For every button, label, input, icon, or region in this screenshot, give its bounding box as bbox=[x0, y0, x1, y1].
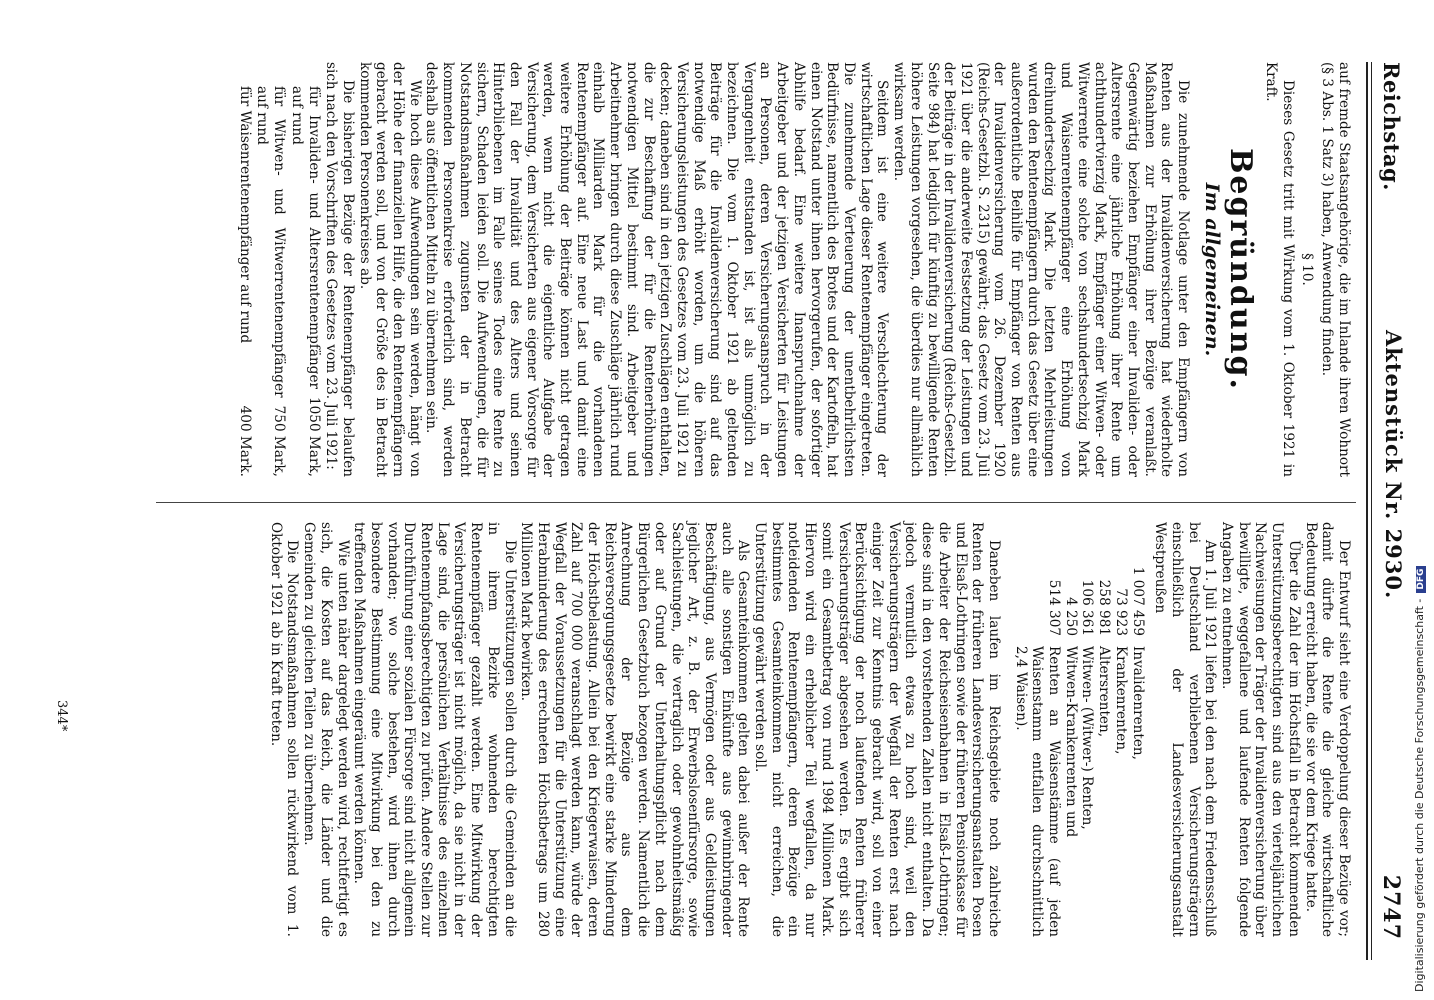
section-label: § 10. bbox=[1298, 253, 1315, 286]
stat-number: 73 923 bbox=[1112, 588, 1129, 636]
rate-row bbox=[236, 62, 253, 477]
stat-label: Witwen- (Witwer-) Renten, bbox=[1079, 646, 1096, 830]
stat-label: Altersrenten, bbox=[1096, 646, 1113, 738]
right-column bbox=[267, 522, 1352, 937]
stat-number: 514 307 bbox=[1046, 579, 1063, 636]
column-divider bbox=[156, 502, 1356, 503]
rate-amount: 750 Mark, bbox=[271, 405, 288, 477]
paragraph: Die bisherigen Bezüge der Rentenempfänger belaufen sich nach den Vorschriften des Gesetzes vom 23. Juli 1921: bbox=[323, 62, 356, 477]
dfg-logo: DFG bbox=[1416, 566, 1426, 593]
rate-label: für Witwen- und Witwerrentenempfänger auf rund bbox=[254, 86, 288, 398]
header-left: Reichstag. bbox=[1379, 62, 1404, 191]
statistics-list bbox=[1012, 550, 1146, 937]
section-text: Dieses Gesetz tritt mit Wirkung vom 1. Oktober 1921 in Kraft. bbox=[1263, 62, 1296, 477]
paragraph: Wie hoch diese Aufwendungen sein werden, hängt von der Höhe der finanziellen Hilfe, die den Rentenempfängern gebracht werden soll, und von der Größe des in Betracht kommenden Personenkreises ab. bbox=[356, 62, 423, 477]
stat-row bbox=[1012, 550, 1062, 937]
document-subtitle: Im allgemeinen. bbox=[1200, 182, 1223, 357]
stat-label: Renten an Waisenstämme (auf jeden Waisenstamm entfallen durchschnittlich 2,4 Waisen). bbox=[1012, 646, 1063, 937]
rate-label: für Waisenrentenempfänger auf rund bbox=[236, 86, 253, 344]
stat-number: 1 007 459 bbox=[1129, 566, 1146, 636]
stat-row bbox=[1079, 550, 1096, 937]
paragraph: Seitdem ist eine weitere Verschlechterung der wirtschaftlichen Lage dieser Rentenempfänger eingetreten. Die zunehmende Verteuerung der unentbehrlichsten Bedürfnisse, namentlich des Brotes und der Kartoffeln, hat einen Notstand unter ihnen hervorgerufen, der sofortiger Abhilfe bedarf. Eine weitere Inanspruchnahme der Arbeitgeber und der jetzigen Versicherten für Leistungen an Personen, deren Versicherungsanspruch in der Vergangenheit entstanden ist, ist als unmöglich zu bezeichnen. Die vom 1. Oktober 1921 ab geltenden Beiträge für die Invalidenversicherung sind auf das notwendige Maß erhöht worden, um die höheren Versicherungsleistungen des Gesetzes vom 23. Juli 1921 zu decken; daneben sind in den jetzigen Zuschlägen enthalten, die zur Beschaffung der für die Rentenerhöhungen notwendigen Mittel bestimmt sind. Arbeitgeber und Arbeitnehmer bringen durch diese Zuschläge jährlich rund einhalb Milliarden Mark für die vorhandenen Rentenempfänger auf. Eine neue Last und damit eine weitere Erhöhung der Beiträge können nicht getragen werden, wenn nicht die eigentliche Aufgabe der Versicherung, dem Versicherten aus eigener Vorsorge für den Fall der Invalidität und des Alters und seinen Hinterbliebenen im Falle seines Todes eine Rente zu sichern, Schaden leiden soll. Die Aufwendungen, die für Notstandsmaßnahmen zugunsten der in Betracht kommenden Personenkreise erforderlich sind, werden deshalb aus öffentlichen Mitteln zu übernehmen sein. bbox=[423, 62, 891, 478]
stat-number: 4 250 bbox=[1062, 597, 1079, 636]
page-number: 2747 bbox=[1378, 874, 1404, 940]
dfg-credit-label: Digitalisierung gefördert durch die Deutsche Forschungsgemeinschaft - bbox=[1413, 598, 1426, 992]
rate-row bbox=[288, 62, 321, 477]
paragraph: Am 1. Juli 1921 liefen bei den nach dem Friedensschluß bei Deutschland verbliebenen Versicherungsträgern einschließlich der Landesversicherungsanstalt Westpreußen bbox=[1152, 522, 1219, 937]
header-rule-double bbox=[1366, 62, 1368, 960]
paragraph: Wie unten näher dargelegt werden wird, rechtfertigt es sich, die Kosten auf das Reich, die Länder und die Gemeinden zu gleichen Teilen zu übernehmen. bbox=[301, 522, 351, 937]
paragraph: Über die Zahl der im Höchstfall in Betracht kommenden Unterstützungsberechtigten sind aus den vierteljährlichen Nachweisungen der Träger der Invalidenversicherung über bewilligte, weggefallene und laufende Renten folgende Angaben zu entnehmen. bbox=[1219, 522, 1302, 937]
paragraph: Daneben laufen im Reichsgebiete noch zahlreiche Renten der früheren Landesversicherungsanstalten Posen und Elsaß-Lothringen sowie der früheren Pensionskasse für die Arbeiter der Reichseisenbahnen in Elsaß-Lothringen; diese sind in den vorstehenden Zahlen nicht enthalten. Da jedoch vermutlich etwas zu hoch sind, weil den Versicherungsträgern der Wegfall der Renten erst nach einiger Zeit zur Kenntnis gebracht wird, soll von einer Berücksichtigung der noch laufenden Renten früherer Versicherungsträger abgesehen werden. Es ergibt sich somit ein Gesamtbetrag von rund 1984 Millionen Mark. Hiervon wird ein erheblicher Teil wegfallen, da nur notleidenden Rentenempfängern, deren Bezüge ein bestimmtes Gesamteinkommen nicht erreichen, die Unterstützung gewährt werden soll. bbox=[752, 522, 1002, 937]
dfg-credit bbox=[1404, 2, 1430, 992]
stat-label: Invalidenrenten, bbox=[1129, 646, 1146, 760]
stat-number: 106 361 bbox=[1079, 579, 1096, 636]
paragraph: Die Notstandsmaßnahmen sollen rückwirkend vom 1. Oktober 1921 ab in Kraft treten. bbox=[267, 522, 301, 937]
header-center: Aktenstück Nr. 2930. bbox=[1381, 330, 1406, 600]
document-title: Begründung. bbox=[1223, 148, 1259, 391]
paragraph: Die Unterstützungen sollen durch die Gemeinden an die in ihrem Bezirke wohnenden berechtigten Rentenempfänger gezahlt werden. Eine Mitwirkung der Versicherungsträger ist nicht möglich, da sie nicht in der Lage sind, die persönlichen Verhältnisse des einzelnen Rentenempfangsberechtigten zu prüfen. Andere Stellen zur Durchführung einer sozialen Fürsorge sind nicht allgemein vorhanden; wo solche bestehen, wird ihnen durch besondere Bestimmung eine Mitwirkung bei den zu treffenden Maßnahmen eingeräumt werden können. bbox=[351, 522, 518, 937]
left-column bbox=[235, 62, 1352, 477]
rate-list bbox=[236, 62, 322, 477]
dfg-credit-text bbox=[1413, 566, 1426, 992]
stat-row bbox=[1112, 550, 1129, 937]
header-rule bbox=[1371, 62, 1372, 960]
rate-amount: 1050 Mark, bbox=[305, 397, 322, 477]
stat-label: Witwen-Krankenrenten und bbox=[1062, 646, 1079, 838]
stat-row bbox=[1095, 550, 1112, 937]
rate-label: für Invaliden- und Altersrentenempfänger auf rund bbox=[288, 86, 322, 389]
paragraph: Als Gesamteinkommen gelten dabei außer der Rente auch alle sonstigen Einkünfte aus gewinnbringender Beschäftigung, aus Vermögen oder aus Geldleistungen jeglicher Art, z. B. der Erwerbslosenfürsorge, sowie Sachleistungen, die vertraglich oder gewohnheitsmäßig oder auf Grund der Unterhaltungspflicht nach dem Bürgerlichen Gesetzbuch bezogen werden. Namentlich die Anrechnung der Bezüge aus dem Reichsversorgungsgesetze bewirkt eine starke Minderung der Höchstbelastung. Allein bei den Kriegerwaisen, deren Zahl auf 700 000 veranschlagt werden kann, würde der Wegfall der Voraussetzungen für die Unterstützung eine Herabminderung des errechneten Höchstbetrags um 280 Millionen Mark bewirken. bbox=[518, 522, 752, 937]
paragraph: Der Entwurf sieht eine Verdoppelung dieser Bezüge vor; damit dürfte die Rente die gleiche wirtschaftliche Bedeutung erreicht haben, die sie vor dem Kriege hatte. bbox=[1302, 522, 1352, 937]
stat-row bbox=[1129, 550, 1146, 937]
rate-amount: 400 Mark. bbox=[236, 405, 253, 477]
intro-paragraph: auf fremde Staatsangehörige, die im Inlande ihren Wohnort (§ 3 Abs. 1 Satz 3) haben, Anwendung finden. bbox=[1319, 62, 1352, 477]
stat-row bbox=[1062, 550, 1079, 937]
paragraph: Die zunehmende Notlage unter den Empfängern von Renten aus der Invalidenversicherung hat wiederholte Maßnahmen zur Erhöhung ihrer Bezüge veranlaßt. Gegenwärtig beziehen Empfänger einer Invaliden- oder Altersrente eine jährliche Erhöhung ihrer Rente um achthundertvierzig Mark, Empfänger einer Witwen- oder Witwerrente eine solche von sechshundertsechzig Mark und Waisenrentenempfänger eine Erhöhung von dreihundertsechzig Mark. Die letzten Mehrleistungen wurden den Rentenempfängern durch das Gesetz über eine außerordentliche Beihilfe für Empfänger von Renten aus der Invalidenversicherung vom 26. Dezember 1920 (Reichs-Gesetzbl. S. 2315) gewährt; das Gesetz vom 23. Juli 1921 über die anderweite Festsetzung der Leistungen und der Beiträge in der Invalidenversicherung (Reichs-Gesetzbl. Seite 984) hat lediglich für künftig zu bewilligende Renten höhere Leistungen vorgesehen, die überdies nur allmählich wirksam werden. bbox=[891, 62, 1192, 477]
rate-row bbox=[254, 62, 287, 477]
stat-number: 258 981 bbox=[1096, 579, 1113, 636]
stat-label: Krankenrenten, bbox=[1112, 646, 1129, 755]
page-signature: 344* bbox=[54, 700, 69, 732]
